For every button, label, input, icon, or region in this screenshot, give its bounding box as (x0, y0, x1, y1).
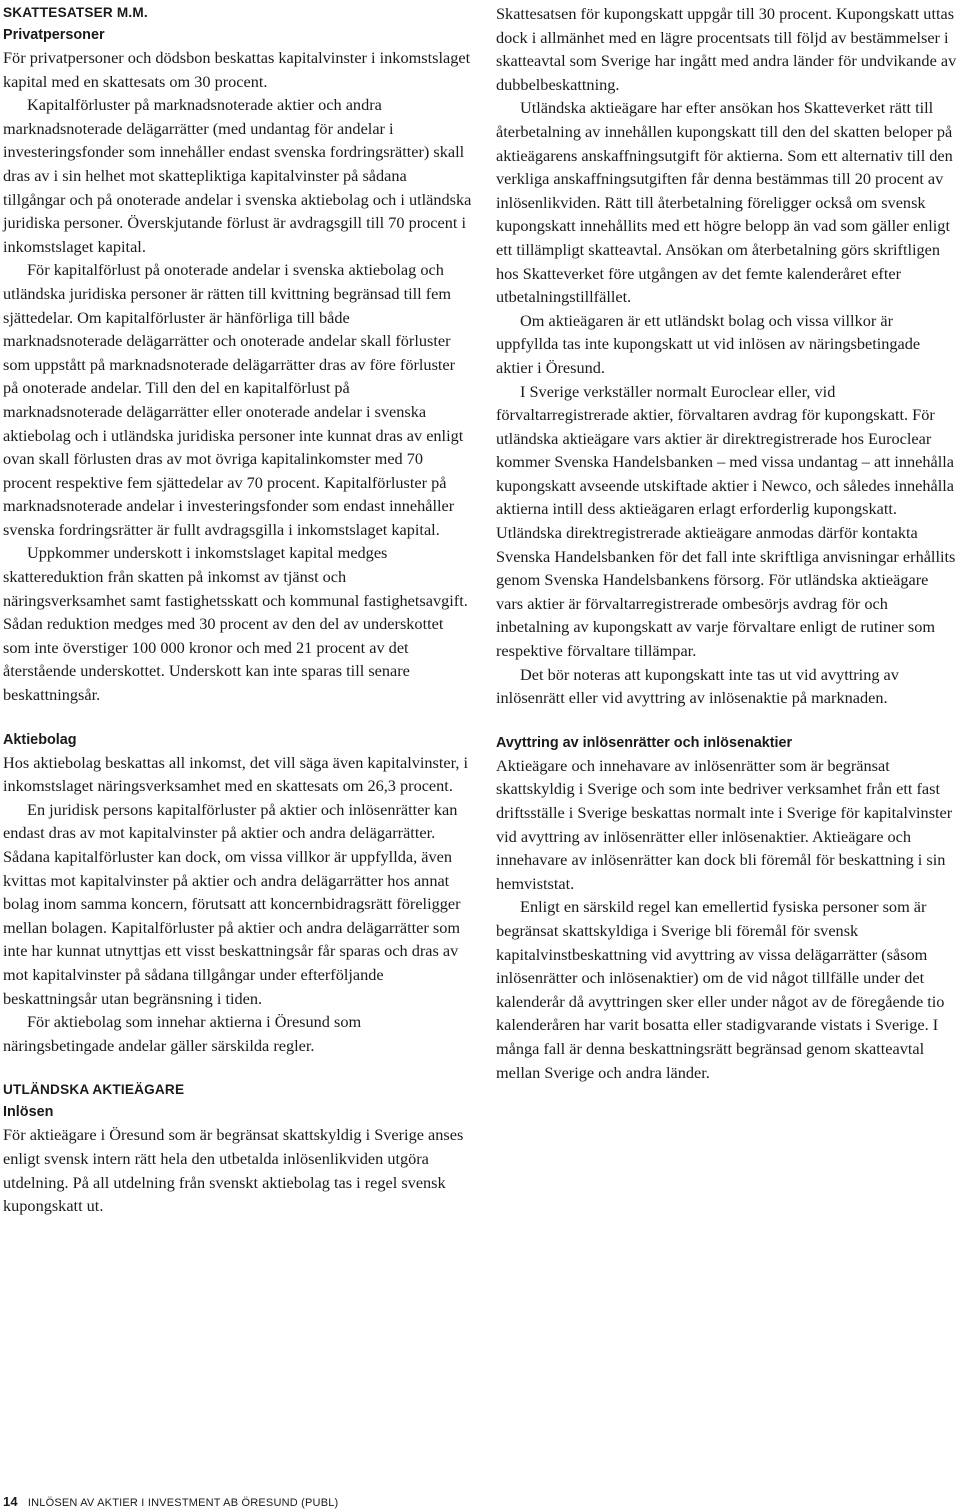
spacer (3, 707, 473, 729)
paragraph: Utländska aktieägare har efter ansökan hos Skatteverket rätt till återbetalning av innehållen kupongskatt till den del skatten beloper på aktieägarens anskaffningsutgift för aktierna. Som ett alternativ till den verkliga anskaffningsutgiften får denna bestämmas till 20 procent av inlösenlikviden. Rätt till återbetalning föreligger också om svensk kupongskatt innehållits med ett högre belopp än vad som gäller enligt ett tillämpligt skatteavtal. Ansökan om återbetalning görs skriftligen hos Skatteverket före utgången av det femte kalenderåret efter utbetalningstillfället. (496, 98, 953, 307)
paragraph: Det bör noteras att kupongskatt inte tas ut vid avyttring av inlösenrätt eller vid avyttring av inlösenaktie på marknaden. (496, 664, 899, 708)
paragraph: Aktieägare och innehavare av inlösenrätter som är begränsat skattskyldig i Sverige och som inte bedriver verksamhet från ett fast driftsställe i Sverige beskattas normalt inte i Sverige för kapitalvinster vid avyttring av inlösenrätter eller inlösenaktier. Aktieägare och innehavare av inlösenrätter kan dock bli föremål för beskattning i sin hemviststat. (496, 755, 953, 893)
section-heading-tax-rates: SKATTESATSER M.M. (3, 5, 148, 20)
page-number: 14 (3, 1494, 18, 1509)
section-heading-foreign-shareholders: UTLÄNDSKA AKTIEÄGARE (3, 1082, 185, 1098)
paragraph: För privatpersoner och dödsbon beskattas kapitalvinster i inkomstslaget kapital med en skattesats om 30 procent. (3, 48, 471, 91)
paragraph: Om aktieägaren är ett utländskt bolag och vissa villkor är uppfyllda tas inte kupongskatt ut vid inlösen av näringsbetingade aktier i Öresund. (496, 310, 921, 377)
subheading-companies: Aktiebolag (3, 731, 77, 748)
paragraph: För aktiebolag som innehar aktierna i Öresund som näringsbetingade andelar gäller särskilda regler. (3, 1012, 362, 1055)
paragraph: Kapitalförluster på marknadsnoterade aktier och andra marknadsnoterade delägarrätter (med undantag för andelar i investeringsfonder som innehåller endast svenska fordringsrätter) skall dras av i sin helhet mot skattepliktiga kapitalvinster på sådana tillgångar och på onoterade andelar i svenska aktiebolag och i utländska juridiska personer. Överskjutande förlust är avdragsgill till 70 procent i inkomstslaget kapital. (3, 95, 472, 256)
right-column (496, 2, 958, 1084)
paragraph: Enligt en särskild regel kan emellertid fysiska personer som är begränsat skattskyldiga i Sverige bli föremål för svensk kapitalvinstbeskattning vid avyttring av vissa delägarrätter (såsom inlösenrätter och inlösenaktier) om de vid något tillfälle under det kalenderår då avyttringen sker eller under något av de föregående tio kalenderåren har varit bosatta eller stadigvarande vistats i Sverige. I många fall är denna beskattningsrätt begränsad genom skatteavtal mellan Sverige och andra länder. (496, 897, 945, 1082)
subheading-redemption: Inlösen (3, 1104, 54, 1121)
paragraph: I Sverige verkställer normalt Euroclear eller, vid förvaltarregistrerade aktier, förvaltaren avdrag för kupongskatt. För utländska aktieägare vars aktier är direktregistrerade hos Euroclear kommer Svenska Handelsbanken – med vissa undantag – att innehålla kupongskatt avseende utskiftade aktier i Newco, och således innehålla aktierna intill dess aktieägaren erlagt erforderlig kupongskatt. Utländska direktregistrerade aktieägare anmodas därför kontakta Svenska Handelsbanken för det fall inte skriftliga anvisningar erhållits genom Svenska Handelsbankens försorg. För utländska aktieägare vars aktier är förvaltarregistrerade ombesörjs avdrag för och inbetalning av kupongskatt av varje förvaltare enligt de rutiner som respektive förvaltare tillämpar. (496, 381, 956, 661)
spacer (496, 710, 958, 732)
left-column (3, 2, 473, 1218)
page-footer (3, 1494, 338, 1509)
footer-title: INLÖSEN AV AKTIER I INVESTMENT AB ÖRESUND (PUBL) (27, 1497, 339, 1509)
paragraph: För aktieägare i Öresund som är begränsat skattskyldig i Sverige anses enligt svensk intern rätt hela den utbetalda inlösenlikviden utgöra utdelning. På all utdelning från svenskt aktiebolag tas i regel svensk kupongskatt ut. (3, 1125, 464, 1216)
subheading-private-persons: Privatpersoner (3, 27, 105, 43)
paragraph: En juridisk persons kapitalförluster på aktier och inlösenrätter kan endast dras av mot kapitalvinster på aktier och andra delägarrätter. Sådana kapitalförluster kan dock, om vissa villkor är uppfyllda, även kvittas mot kapitalvinster på aktier och andra delägarrätter hos annat bolag inom samma koncern, förutsatt att koncernbidragsrätt föreligger mellan bolagen. Kapitalförluster på aktier och andra delägarrätter som inte har kunnat utnyttjas ett visst beskattningsår får sparas och dras av mot kapitalvinster på sådana tillgångar under efterföljande beskattningsår utan begränsning i tiden. (3, 799, 461, 1008)
paragraph: Skattesatsen för kupongskatt uppgår till 30 procent. Kupongskatt uttas dock i allmänhet med en lägre procentsats till följd av bestämmelser i skatteavtal som Sverige har ingått med andra länder för undvikande av dubbelbeskattning. (496, 4, 957, 94)
paragraph: Uppkommer underskott i inkomstslaget kapital medges skattereduktion från skatten på inkomst av tjänst och näringsverksamhet samt fastighetsskatt och kommunal fastighetsavgift. Sådan reduktion medges med 30 procent av den del av underskottet som inte överstiger 100 000 kronor och med 21 procent av det återstående underskottet. Underskott kan inte sparas till senare beskattningsår. (3, 543, 468, 705)
paragraph: Hos aktiebolag beskattas all inkomst, det vill säga även kapitalvinster, i inkomstslaget näringsverksamhet med en skattesats om 26,3 procent. (3, 752, 469, 796)
paragraph: För kapitalförlust på onoterade andelar i svenska aktiebolag och utländska juridiska personer är rätten till kvittning begränsad till fem sjättedelar. Om kapitalförluster är hänförliga till både marknadsnoterade delägarrätter och onoterade andelar skall förluster som uppstått på marknadsnoterade delägarrätter dras av före förluster på onoterade andelar. Till den del en kapitalförlust på marknadsnoterade delägarrätter eller onoterade andelar i svenska aktiebolag och i utländska juridiska personer inte kunnat dras av enligt ovan skall förlusten dras av mot övriga kapitalinkomster med 70 procent respektive fem sjättedelar av 70 procent. Kapitalförluster på marknadsnoterade andelar i investeringsfonder som endast innehåller svenska fordringsrätter är fullt avdragsgilla i inkomstslaget kapital. (3, 260, 464, 539)
subheading-disposal: Avyttring av inlösenrätter och inlösenaktier (496, 734, 793, 751)
spacer (3, 1057, 473, 1079)
